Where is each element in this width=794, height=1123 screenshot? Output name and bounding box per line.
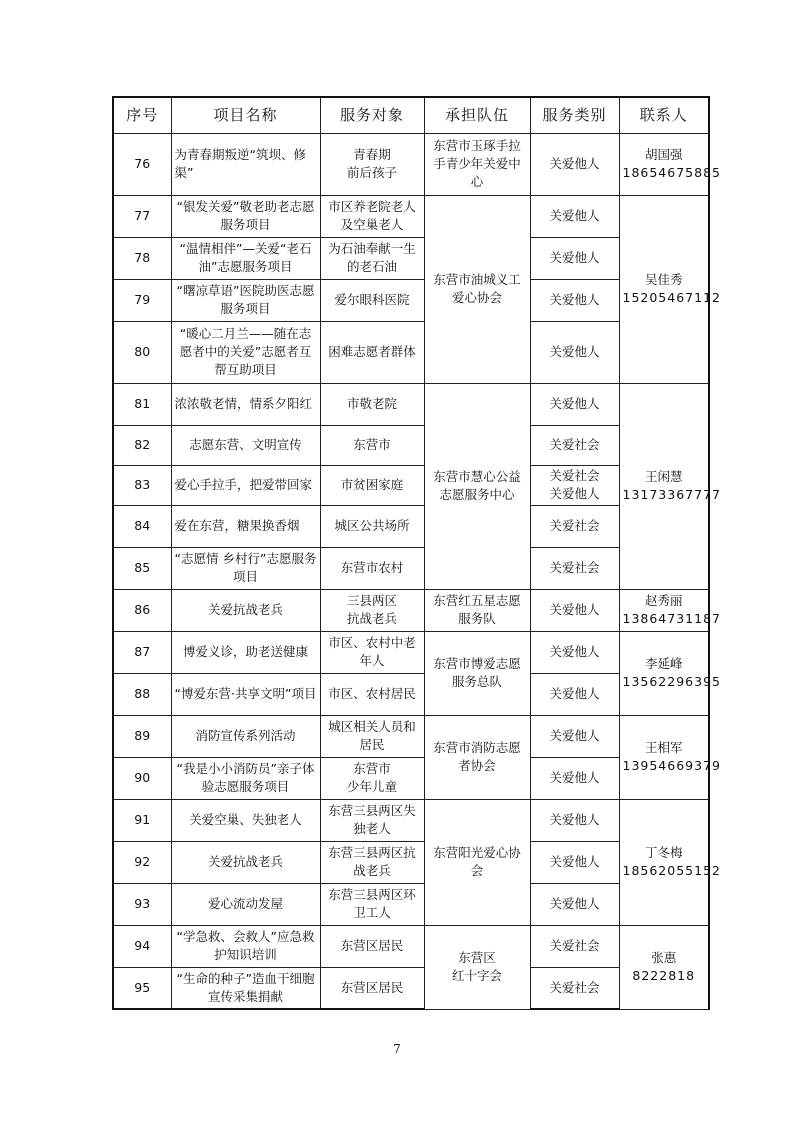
- team: 东营市玉琢手拉手青少年关爱中心: [424, 133, 530, 195]
- team: 东营市慧心公益志愿服务中心: [424, 383, 530, 589]
- category: 关爱他人: [530, 237, 619, 279]
- project-name: 为青春期叛逆“筑坝、修渠”: [171, 133, 320, 195]
- contact: [619, 715, 721, 799]
- category: 关爱他人: [530, 673, 619, 715]
- project-name: “生命的种子”造血干细胞宣传采集捐献: [171, 967, 320, 1009]
- project-name: 博爱义诊，助老送健康: [171, 631, 320, 673]
- category: 关爱他人: [530, 883, 619, 925]
- project-name: “温情相伴”—关爱“老石油”志愿服务项目: [171, 237, 320, 279]
- service-target: 市贫困家庭: [320, 465, 424, 505]
- category: 关爱社会: [530, 547, 619, 589]
- service-target: 东营三县两区失独老人: [320, 799, 424, 841]
- table-row: [113, 195, 709, 237]
- project-name: 志愿东营、文明宣传: [171, 425, 320, 465]
- row-number: 78: [113, 237, 171, 279]
- project-name: 爱在东营，糖果换香烟: [171, 505, 320, 547]
- service-target: 青春期 前后孩子: [320, 133, 424, 195]
- row-number: 94: [113, 925, 171, 967]
- contact-name: 丁冬梅: [644, 845, 683, 860]
- row-number: 86: [113, 589, 171, 631]
- project-name: “我是小小消防员”亲子体验志愿服务项目: [171, 757, 320, 799]
- service-target: 东营市农村: [320, 547, 424, 589]
- table-row: [113, 799, 709, 841]
- contact-phone: 15205467112: [622, 290, 721, 305]
- row-number: 85: [113, 547, 171, 589]
- service-target: 东营市 少年儿童: [320, 757, 424, 799]
- contact-phone: 13562296395: [622, 674, 721, 689]
- category: 关爱他人: [530, 589, 619, 631]
- contact-phone: 18654675885: [622, 165, 721, 180]
- service-target: 市区、农村中老年人: [320, 631, 424, 673]
- category: 关爱他人: [530, 715, 619, 757]
- row-number: 87: [113, 631, 171, 673]
- contact-name: 王闲慧: [644, 469, 683, 484]
- contact-phone: 13864731187: [622, 611, 721, 626]
- contact-name: 王相军: [644, 740, 683, 755]
- contact-phone: 8222818: [632, 968, 696, 983]
- volunteer-project-table: [112, 96, 721, 1010]
- table-row: [113, 133, 709, 195]
- table-row: [113, 589, 709, 631]
- contact-phone: 13954669379: [622, 758, 721, 773]
- project-name: 关爱空巢、失独老人: [171, 799, 320, 841]
- category: 关爱他人: [530, 383, 619, 425]
- service-target: 东营区居民: [320, 967, 424, 1009]
- contact: [619, 799, 721, 925]
- service-target: 市区养老院老人及空巢老人: [320, 195, 424, 237]
- project-name: 浓浓敬老情，情系夕阳红: [171, 383, 320, 425]
- service-target: 为石油奉献一生的老石油: [320, 237, 424, 279]
- team: 东营阳光爱心协会: [424, 799, 530, 925]
- header-team: 承担队伍: [424, 97, 530, 133]
- contact: [619, 925, 709, 1009]
- service-target: 东营三县两区环卫工人: [320, 883, 424, 925]
- service-target: 困难志愿者群体: [320, 321, 424, 383]
- row-number: 91: [113, 799, 171, 841]
- category: 关爱社会 关爱他人: [530, 465, 619, 505]
- service-target: 爱尔眼科医院: [320, 279, 424, 321]
- contact: [619, 133, 721, 195]
- row-number: 80: [113, 321, 171, 383]
- service-target: 市区、农村居民: [320, 673, 424, 715]
- service-target: 市敬老院: [320, 383, 424, 425]
- project-name: 关爱抗战老兵: [171, 841, 320, 883]
- team: 东营市博爱志愿服务总队: [424, 631, 530, 715]
- category: 关爱他人: [530, 631, 619, 673]
- team: 东营市油城义工爱心协会: [424, 195, 530, 383]
- project-name: 爱心流动发屋: [171, 883, 320, 925]
- category: 关爱他人: [530, 133, 619, 195]
- team: 东营区 红十字会: [424, 925, 530, 1009]
- contact-name: 李延峰: [644, 656, 683, 671]
- row-number: 84: [113, 505, 171, 547]
- category: 关爱他人: [530, 799, 619, 841]
- category: 关爱社会: [530, 505, 619, 547]
- project-name: “银发关爱”敬老助老志愿服务项目: [171, 195, 320, 237]
- contact: [619, 631, 721, 715]
- table-row: [113, 925, 709, 967]
- project-name: 爱心手拉手，把爱带回家: [171, 465, 320, 505]
- row-number: 88: [113, 673, 171, 715]
- category: 关爱社会: [530, 967, 619, 1009]
- contact-phone: 18562055152: [622, 863, 721, 878]
- service-target: 三县两区 抗战老兵: [320, 589, 424, 631]
- category: 关爱他人: [530, 195, 619, 237]
- row-number: 82: [113, 425, 171, 465]
- row-number: 77: [113, 195, 171, 237]
- row-number: 92: [113, 841, 171, 883]
- contact-phone: 13173367777: [622, 487, 721, 502]
- row-number: 95: [113, 967, 171, 1009]
- project-name: “曙凉草语”医院助医志愿服务项目: [171, 279, 320, 321]
- header-category: 服务类别: [530, 97, 619, 133]
- header-project-name: 项目名称: [171, 97, 320, 133]
- service-target: 东营区居民: [320, 925, 424, 967]
- contact: [619, 195, 721, 383]
- row-number: 81: [113, 383, 171, 425]
- row-number: 76: [113, 133, 171, 195]
- table-row: [113, 715, 709, 757]
- project-name: 消防宣传系列活动: [171, 715, 320, 757]
- page-number: 7: [393, 1042, 401, 1056]
- header-service-target: 服务对象: [320, 97, 424, 133]
- row-number: 79: [113, 279, 171, 321]
- service-target: 东营市: [320, 425, 424, 465]
- category: 关爱社会: [530, 425, 619, 465]
- contact-name: 吴佳秀: [644, 272, 683, 287]
- project-name: “暖心二月兰——随在志愿者中的关爱”志愿者互帮互助项目: [171, 321, 320, 383]
- service-target: 东营三县两区抗战老兵: [320, 841, 424, 883]
- category: 关爱他人: [530, 321, 619, 383]
- category: 关爱他人: [530, 841, 619, 883]
- table-header-row: [113, 97, 709, 133]
- header-contact: 联系人: [619, 97, 709, 133]
- project-name: “博爱东营·共享文明”项目: [171, 673, 320, 715]
- project-name: 关爱抗战老兵: [171, 589, 320, 631]
- contact-name: 胡国强: [644, 147, 683, 162]
- contact: [619, 383, 721, 589]
- project-name: “志愿情 乡村行”志愿服务项目: [171, 547, 320, 589]
- service-target: 城区相关人员和居民: [320, 715, 424, 757]
- category: 关爱社会: [530, 925, 619, 967]
- contact: [619, 589, 721, 631]
- contact-name: 赵秀丽: [644, 593, 683, 608]
- table-row: [113, 383, 709, 425]
- project-name: “学急救、会救人”应急救护知识培训: [171, 925, 320, 967]
- team: 东营市消防志愿者协会: [424, 715, 530, 799]
- row-number: 90: [113, 757, 171, 799]
- contact-name: 张惠: [651, 950, 677, 965]
- row-number: 89: [113, 715, 171, 757]
- category: 关爱他人: [530, 279, 619, 321]
- service-target: 城区公共场所: [320, 505, 424, 547]
- table-row: [113, 631, 709, 673]
- row-number: 93: [113, 883, 171, 925]
- team: 东营红五星志愿服务队: [424, 589, 530, 631]
- category: 关爱他人: [530, 757, 619, 799]
- header-serial: 序号: [113, 97, 171, 133]
- row-number: 83: [113, 465, 171, 505]
